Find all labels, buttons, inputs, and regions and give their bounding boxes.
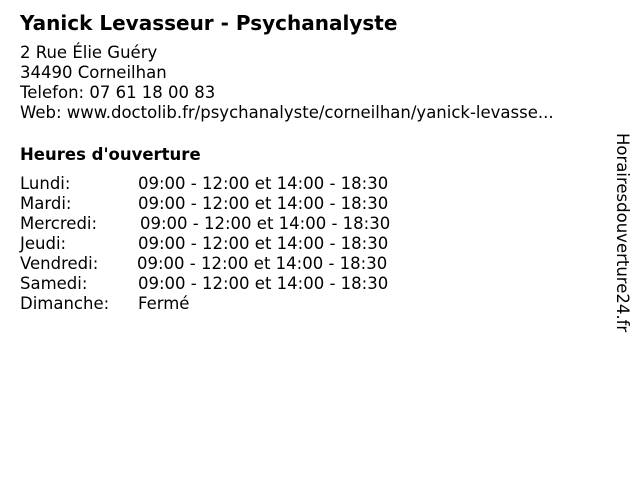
day-hours: Fermé (138, 294, 190, 313)
day-label: Jeudi: (20, 234, 67, 253)
day-label: Samedi: (20, 274, 88, 293)
day-hours: 09:00 - 12:00 et 14:00 - 18:30 (138, 274, 389, 293)
site-watermark: Horairesdouverture24.fr (613, 133, 632, 333)
website-link[interactable]: Web: www.doctolib.fr/psychanalyste/corneilhan/yanick-levasse... (20, 103, 554, 122)
day-label: Mardi: (20, 194, 72, 213)
day-label: Vendredi: (20, 254, 99, 273)
day-hours: 09:00 - 12:00 et 14:00 - 18:30 (138, 234, 389, 253)
day-hours: 09:00 - 12:00 et 14:00 - 18:30 (140, 214, 391, 233)
day-hours: 09:00 - 12:00 et 14:00 - 18:30 (137, 254, 388, 273)
address-street: 2 Rue Élie Guéry (20, 43, 158, 62)
day-hours: 09:00 - 12:00 et 14:00 - 18:30 (138, 174, 389, 193)
address-city: 34490 Corneilhan (20, 63, 167, 82)
day-label: Dimanche: (20, 294, 110, 313)
phone-number: Telefon: 07 61 18 00 83 (20, 83, 216, 102)
business-contact (20, 43, 554, 123)
day-label: Lundi: (20, 174, 71, 193)
day-hours: 09:00 - 12:00 et 14:00 - 18:30 (138, 194, 389, 213)
hours-heading: Heures d'ouverture (20, 145, 201, 164)
day-label: Mercredi: (20, 214, 98, 233)
business-name: Yanick Levasseur - Psychanalyste (20, 11, 398, 35)
